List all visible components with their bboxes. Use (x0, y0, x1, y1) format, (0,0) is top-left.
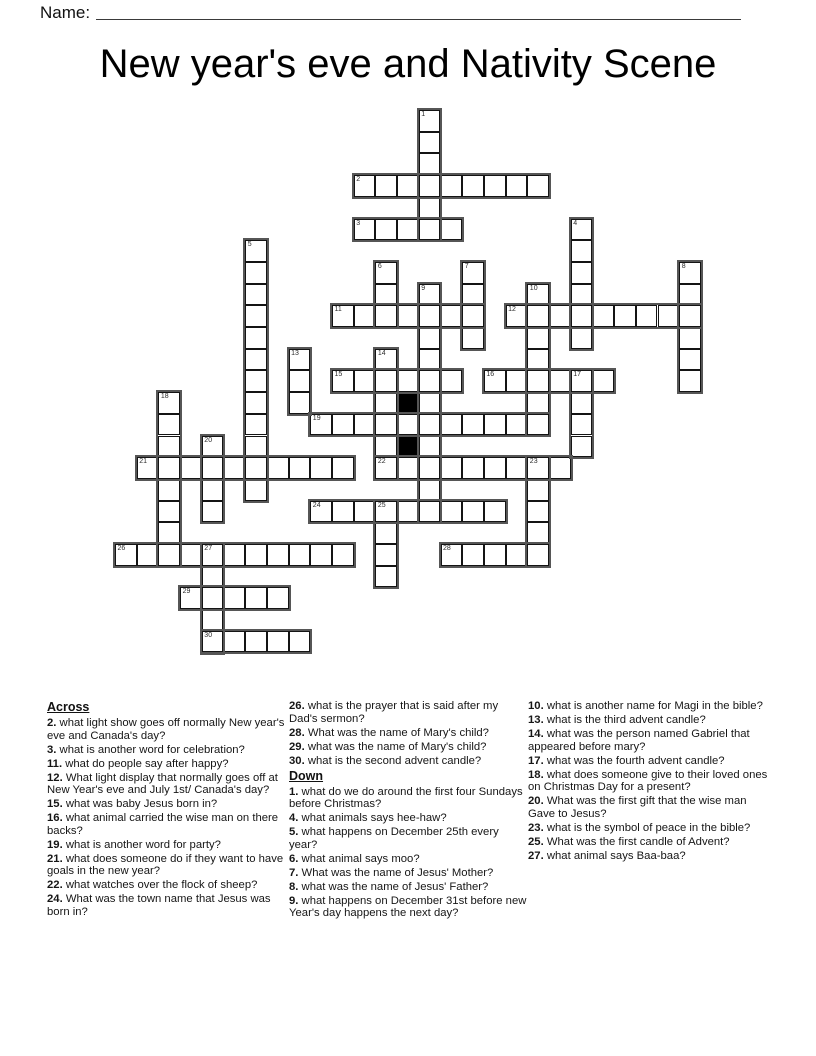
clue-number: 13. (528, 714, 544, 726)
grid-cell[interactable] (158, 479, 180, 501)
grid-cell[interactable] (592, 370, 614, 392)
grid-cell[interactable] (462, 305, 484, 327)
grid-cell[interactable] (158, 501, 180, 523)
grid-cell-number: 4 (573, 219, 578, 227)
clue-item: 10. what is another name for Magi in the bible? (528, 700, 763, 712)
name-blank-line (96, 5, 741, 20)
grid-cell[interactable] (224, 631, 246, 653)
grid-cell[interactable] (397, 501, 419, 523)
grid-cell[interactable] (375, 219, 397, 241)
grid-cell[interactable] (245, 587, 267, 609)
clue-number: 6. (289, 852, 299, 865)
clue-item: 20. What was the first gift that the wise man Gave to Jesus? (528, 795, 747, 820)
grid-cell-number: 25 (377, 501, 386, 509)
clue-item: 5. what happens on December 25th every year? (289, 826, 499, 851)
grid-cell[interactable] (506, 414, 528, 436)
grid-cell[interactable] (354, 305, 376, 327)
grid-cell[interactable] (202, 544, 224, 566)
grid-cell[interactable] (245, 457, 267, 479)
name-label: Name: (40, 3, 91, 22)
grid-cell-number: 18 (160, 393, 169, 401)
grid-cell[interactable] (419, 370, 441, 392)
clue-item: 14. what was the person named Gabriel that appeared before mary? (528, 728, 750, 753)
clue-number: 22. (47, 879, 63, 891)
grid-cell[interactable] (310, 501, 332, 523)
clue-number: 10. (528, 700, 544, 712)
grid-cell[interactable] (484, 414, 506, 436)
clue-column-3 (528, 700, 768, 864)
clue-item: 24. What was the town name that Jesus was born in? (47, 893, 271, 918)
grid-cell[interactable] (375, 522, 397, 544)
grid-cell[interactable] (571, 436, 593, 458)
grid-cell[interactable] (332, 501, 354, 523)
grid-cell[interactable] (202, 436, 224, 458)
clue-number: 19. (47, 838, 63, 851)
grid-cell[interactable] (245, 240, 267, 262)
grid-cell[interactable] (614, 305, 636, 327)
grid-cell[interactable] (332, 305, 354, 327)
clue-item: 29. what was the name of Mary's child? (289, 740, 487, 753)
clue-number: 18. (528, 768, 544, 781)
grid-cell-number: 14 (377, 349, 386, 357)
grid-cell-number: 16 (486, 371, 495, 379)
grid-cell-number: 29 (182, 588, 191, 596)
black-cell (397, 436, 419, 458)
clue-item: 17. what was the fourth advent candle? (528, 754, 725, 767)
grid-cell[interactable] (137, 544, 159, 566)
page-title: New year's eve and Nativity Scene (99, 42, 717, 86)
grid-cell-number: 8 (681, 262, 686, 270)
grid-cell-number: 2 (356, 176, 361, 184)
grid-cell[interactable] (224, 544, 246, 566)
grid-cell[interactable] (158, 457, 180, 479)
grid-cell-number: 10 (529, 284, 538, 292)
grid-cell[interactable] (527, 544, 549, 566)
clue-number: 8. (289, 880, 299, 893)
grid-cell[interactable] (679, 305, 701, 327)
grid-cell[interactable] (571, 327, 593, 349)
grid-cell[interactable] (571, 370, 593, 392)
clue-item: 8. what was the name of Jesus' Father? (289, 880, 489, 893)
clue-column-1 (47, 700, 287, 920)
grid-cell[interactable] (679, 327, 701, 349)
grid-cell[interactable] (571, 219, 593, 241)
clue-header-across: Across (47, 700, 90, 714)
grid-cell[interactable] (484, 501, 506, 523)
grid-cell[interactable] (245, 392, 267, 414)
grid-cell[interactable] (202, 501, 224, 523)
grid-cell[interactable] (527, 284, 549, 306)
clue-number: 14. (528, 728, 544, 740)
grid-cell[interactable] (397, 370, 419, 392)
grid-cell[interactable] (332, 414, 354, 436)
clue-number: 28. (289, 726, 305, 739)
grid-cell-number: 26 (117, 545, 126, 552)
grid-cell[interactable] (267, 544, 289, 566)
clue-item: 3. what is another word for celebration? (47, 743, 245, 756)
grid-cell-number: 7 (464, 262, 469, 270)
grid-cell[interactable] (267, 587, 289, 609)
grid-cell[interactable] (527, 175, 549, 197)
grid-cell[interactable] (571, 305, 593, 327)
grid-cell[interactable] (419, 414, 441, 436)
grid-cell-number: 22 (377, 458, 386, 466)
clue-number: 30. (289, 754, 305, 767)
grid-cell[interactable] (419, 219, 441, 241)
grid-cell[interactable] (245, 349, 267, 371)
grid-cell[interactable] (158, 414, 180, 436)
grid-cell[interactable] (419, 479, 441, 501)
clue-item: 28. What was the name of Mary's child? (289, 726, 489, 739)
grid-cell[interactable] (245, 370, 267, 392)
grid-cell[interactable] (245, 305, 267, 327)
clue-item: 25. What was the first candle of Advent? (528, 835, 730, 848)
clue-number: 26. (289, 700, 305, 712)
grid-cell[interactable] (462, 457, 484, 479)
grid-cell-number: 21 (139, 458, 147, 466)
grid-cell[interactable] (419, 110, 441, 132)
grid-cell[interactable] (527, 457, 549, 479)
clue-number: 12. (47, 771, 63, 784)
grid-cell-number: 27 (204, 545, 213, 552)
grid-cell[interactable] (506, 175, 528, 197)
clue-number: 21. (47, 852, 63, 865)
crossword-grid (115, 110, 702, 654)
grid-cell[interactable] (419, 436, 441, 458)
grid-cell[interactable] (202, 631, 224, 653)
clue-item: 15. what was baby Jesus born in? (47, 798, 218, 810)
grid-cell[interactable] (506, 457, 528, 479)
grid-cell[interactable] (289, 544, 311, 566)
grid-cell[interactable] (462, 327, 484, 349)
grid-cell-number: 24 (312, 501, 321, 509)
grid-cell[interactable] (375, 457, 397, 479)
grid-cell[interactable] (137, 457, 159, 479)
clue-number: 27. (528, 849, 544, 862)
grid-cell[interactable] (527, 414, 549, 436)
grid-cell[interactable] (527, 522, 549, 544)
grid-cell[interactable] (397, 219, 419, 241)
grid-cell[interactable] (527, 305, 549, 327)
grid-cell[interactable] (462, 175, 484, 197)
grid-cell[interactable] (202, 479, 224, 501)
grid-cell[interactable] (462, 544, 484, 566)
grid-cell[interactable] (679, 349, 701, 371)
grid-cell-number: 13 (291, 349, 299, 357)
grid-cell[interactable] (419, 457, 441, 479)
grid-cell[interactable] (636, 305, 658, 327)
grid-cell[interactable] (441, 219, 463, 241)
grid-cell-number: 19 (312, 414, 321, 422)
clue-number: 24. (47, 893, 63, 905)
grid-cell[interactable] (419, 132, 441, 154)
grid-cell[interactable] (245, 327, 267, 349)
grid-cell[interactable] (571, 262, 593, 284)
grid-cell[interactable] (375, 436, 397, 458)
grid-cell-number: 15 (334, 371, 343, 379)
clue-number: 5. (289, 826, 299, 838)
clue-number: 9. (289, 894, 299, 907)
clue-item: 4. what animals says hee-haw? (289, 812, 447, 824)
grid-cell[interactable] (462, 501, 484, 523)
grid-cell[interactable] (332, 544, 354, 566)
grid-cell[interactable] (375, 566, 397, 588)
clue-item: 22. what watches over the flock of sheep? (47, 879, 258, 891)
grid-cell[interactable] (267, 457, 289, 479)
grid-cell[interactable] (245, 631, 267, 653)
grid-cell[interactable] (527, 392, 549, 414)
grid-cell[interactable] (571, 414, 593, 436)
grid-cell[interactable] (202, 457, 224, 479)
grid-cell[interactable] (375, 501, 397, 523)
clue-number: 29. (289, 740, 305, 753)
grid-cell[interactable] (375, 175, 397, 197)
grid-cell[interactable] (484, 544, 506, 566)
clue-item: 18. what does someone give to their loved ones on Christmas Day for a present? (528, 768, 768, 793)
grid-cell[interactable] (484, 457, 506, 479)
grid-cell[interactable] (289, 457, 311, 479)
clue-item: 26. what is the prayer that is said after my Dad's sermon? (289, 700, 499, 725)
grid-cell[interactable] (245, 479, 267, 501)
grid-cell-number: 5 (247, 241, 252, 249)
clue-number: 20. (528, 795, 544, 807)
grid-cell[interactable] (180, 587, 202, 609)
clue-number: 1. (289, 785, 299, 798)
grid-cell[interactable] (289, 631, 311, 653)
grid-cell[interactable] (527, 327, 549, 349)
grid-cell[interactable] (419, 197, 441, 219)
grid-cell[interactable] (419, 349, 441, 371)
grid-cell[interactable] (354, 175, 376, 197)
grid-cell[interactable] (679, 284, 701, 306)
grid-cell-number: 3 (356, 219, 361, 227)
grid-cell[interactable] (158, 544, 180, 566)
grid-cell[interactable] (375, 392, 397, 414)
clue-number: 17. (528, 754, 544, 767)
grid-cell[interactable] (527, 501, 549, 523)
grid-cell[interactable] (679, 370, 701, 392)
grid-cell[interactable] (289, 392, 311, 414)
grid-cell-number: 6 (377, 262, 382, 270)
grid-cell[interactable] (375, 544, 397, 566)
grid-cell-number: 12 (508, 306, 516, 314)
grid-cell[interactable] (310, 414, 332, 436)
grid-cell[interactable] (158, 522, 180, 544)
clue-number: 25. (528, 835, 544, 848)
grid-cell[interactable] (332, 370, 354, 392)
grid-cell[interactable] (354, 501, 376, 523)
clue-item: 11. what do people say after happy? (47, 757, 229, 770)
grid-cell[interactable] (419, 284, 441, 306)
grid-cell[interactable] (158, 436, 180, 458)
clue-column-2 (289, 700, 529, 921)
grid-cell[interactable] (441, 414, 463, 436)
grid-cell[interactable] (289, 349, 311, 371)
grid-cell[interactable] (397, 175, 419, 197)
grid-cell[interactable] (484, 370, 506, 392)
grid-cell[interactable] (310, 457, 332, 479)
clue-item: 7. What was the name of Jesus' Mother? (289, 866, 494, 879)
grid-cell[interactable] (224, 587, 246, 609)
clue-item: 2. what light show goes off normally New year's eve and Canada's day? (47, 717, 285, 742)
grid-cell[interactable] (419, 175, 441, 197)
grid-cell-number: 28 (443, 545, 451, 552)
grid-cell[interactable] (441, 305, 463, 327)
grid-cell[interactable] (506, 370, 528, 392)
grid-cell[interactable] (245, 414, 267, 436)
clue-item: 16. what animal carried the wise man on there backs? (47, 812, 279, 837)
grid-cell[interactable] (202, 609, 224, 631)
clue-item: 1. what do we do around the first four Sundays before Christmas? (289, 785, 523, 810)
clue-number: 4. (289, 812, 299, 824)
grid-cell[interactable] (375, 284, 397, 306)
grid-cell[interactable] (419, 327, 441, 349)
grid-cell[interactable] (397, 457, 419, 479)
grid-cell[interactable] (441, 457, 463, 479)
grid-cell[interactable] (484, 175, 506, 197)
grid-cell[interactable] (375, 305, 397, 327)
grid-cell[interactable] (462, 414, 484, 436)
clue-item: 12. What light display that normally goes off at New Year's eve and July 1st/ Canada's day? (47, 771, 278, 796)
grid-cell[interactable] (592, 305, 614, 327)
clue-number: 23. (528, 821, 544, 834)
grid-cell[interactable] (527, 479, 549, 501)
black-cell (397, 392, 419, 414)
grid-cell[interactable] (224, 457, 246, 479)
grid-cell[interactable] (571, 240, 593, 262)
grid-cell[interactable] (310, 544, 332, 566)
grid-cell[interactable] (375, 370, 397, 392)
grid-cell[interactable] (397, 305, 419, 327)
grid-cell[interactable] (267, 631, 289, 653)
grid-cell[interactable] (354, 370, 376, 392)
grid-cell[interactable] (549, 305, 571, 327)
clue-number: 2. (47, 717, 57, 729)
grid-cell[interactable] (549, 457, 571, 479)
grid-cell[interactable] (658, 305, 680, 327)
grid-cell-number: 17 (573, 371, 581, 379)
grid-cell[interactable] (462, 262, 484, 284)
grid-cell[interactable] (180, 457, 202, 479)
clue-item: 6. what animal says moo? (289, 852, 420, 865)
grid-cell[interactable] (571, 392, 593, 414)
grid-cell[interactable] (441, 370, 463, 392)
grid-cell[interactable] (245, 436, 267, 458)
grid-cell[interactable] (332, 457, 354, 479)
grid-cell[interactable] (462, 284, 484, 306)
grid-cell[interactable] (506, 544, 528, 566)
grid-cell[interactable] (245, 544, 267, 566)
grid-cell[interactable] (158, 392, 180, 414)
grid-cell[interactable] (202, 587, 224, 609)
grid-cell[interactable] (571, 284, 593, 306)
grid-cell[interactable] (375, 262, 397, 284)
clue-item: 23. what is the symbol of peace in the bible? (528, 821, 751, 834)
clue-item: 13. what is the third advent candle? (528, 714, 706, 726)
clue-number: 7. (289, 866, 299, 879)
clue-item: 30. what is the second advent candle? (289, 754, 482, 767)
clue-header-down: Down (289, 768, 324, 783)
grid-cell[interactable] (289, 370, 311, 392)
grid-cell[interactable] (419, 501, 441, 523)
grid-cell-number: 1 (421, 111, 426, 118)
grid-cell[interactable] (397, 414, 419, 436)
grid-cell-number: 23 (529, 458, 538, 466)
grid-cell[interactable] (115, 544, 137, 566)
grid-cell[interactable] (202, 566, 224, 588)
grid-cell[interactable] (375, 414, 397, 436)
grid-cell[interactable] (354, 219, 376, 241)
grid-cell[interactable] (527, 349, 549, 371)
clue-item: 19. what is another word for party? (47, 838, 221, 851)
grid-cell[interactable] (679, 262, 701, 284)
clue-number: 11. (47, 757, 63, 770)
grid-cell[interactable] (419, 153, 441, 175)
clue-number: 15. (47, 798, 63, 810)
grid-cell[interactable] (245, 284, 267, 306)
name-row (40, 3, 741, 23)
clue-number: 16. (47, 812, 63, 824)
grid-cell[interactable] (245, 262, 267, 284)
grid-cell-number: 20 (204, 436, 213, 444)
grid-cell[interactable] (180, 544, 202, 566)
grid-cell-number: 9 (421, 284, 426, 292)
clue-item: 9. what happens on December 31st before new Year's day happens the next day? (289, 894, 527, 919)
grid-cell[interactable] (549, 370, 571, 392)
grid-cell[interactable] (419, 392, 441, 414)
clue-number: 3. (47, 743, 57, 756)
grid-cell[interactable] (375, 349, 397, 371)
grid-cell[interactable] (441, 544, 463, 566)
clue-item: 27. what animal says Baa-baa? (528, 849, 686, 862)
grid-cell[interactable] (441, 501, 463, 523)
grid-cell[interactable] (441, 175, 463, 197)
grid-cell[interactable] (354, 414, 376, 436)
grid-cell[interactable] (506, 305, 528, 327)
grid-cell-number: 30 (204, 631, 213, 639)
grid-cell[interactable] (527, 370, 549, 392)
grid-cell[interactable] (419, 305, 441, 327)
grid-cell-number: 11 (334, 306, 342, 314)
clue-item: 21. what does someone do if they want to have goals in the new year? (47, 852, 284, 877)
